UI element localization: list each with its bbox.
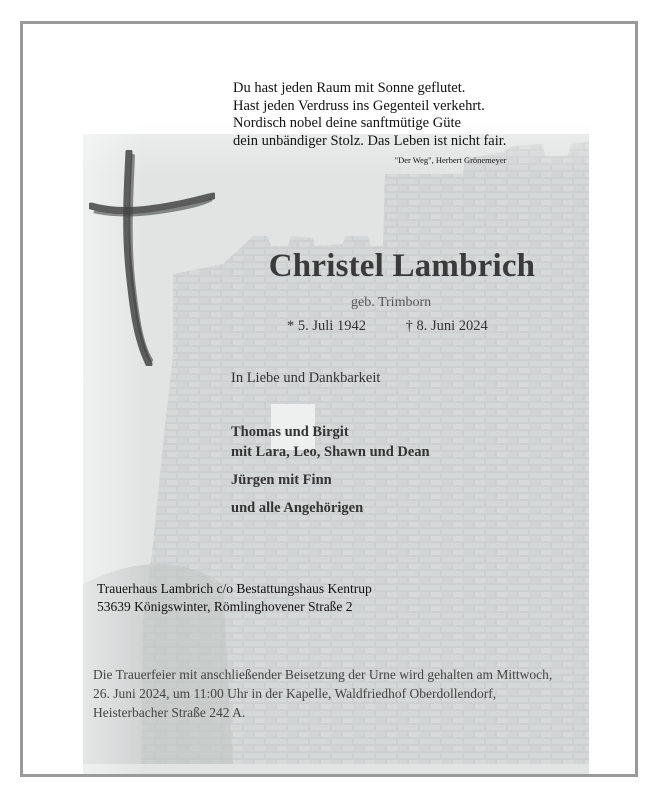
mourner-line: Jürgen mit Finn bbox=[231, 472, 332, 488]
poem-quote bbox=[233, 80, 506, 170]
mourner-line: Thomas und Birgit bbox=[231, 424, 349, 440]
address-line: Trauerhaus Lambrich c/o Bestattungshaus Kentrup bbox=[97, 581, 372, 596]
maiden-name: geb. Trimborn bbox=[351, 295, 432, 310]
quote-line: Nordisch nobel deine sanftmütige Güte bbox=[233, 115, 461, 131]
quote-line: Hast jeden Verdruss ins Gegenteil verkehrt. bbox=[233, 97, 485, 114]
deceased-name: Christel Lambrich bbox=[268, 248, 536, 284]
mourners-list bbox=[231, 422, 430, 518]
gratitude-line: In Liebe und Dankbarkeit bbox=[231, 370, 381, 386]
quote-line: dein unbändiger Stolz. Das Leben ist nicht fair. bbox=[233, 132, 507, 149]
mourner-line: und alle Angehörigen bbox=[231, 500, 364, 516]
service-line: Heisterbacher Straße 242 A. bbox=[93, 705, 246, 720]
quote-source: "Der Weg", Herbert Grönemeyer bbox=[394, 155, 507, 165]
death-date: † 8. Juni 2024 bbox=[405, 318, 488, 334]
birth-date: * 5. Juli 1942 bbox=[287, 318, 366, 334]
mourning-address bbox=[97, 580, 372, 616]
service-line: 26. Juni 2024, um 11:00 Uhr in der Kapelle, Waldfriedhof Oberdollendorf, bbox=[93, 686, 497, 701]
funeral-service-info bbox=[93, 665, 623, 722]
obituary-frame bbox=[20, 21, 638, 777]
life-dates bbox=[287, 318, 488, 335]
mourner-line: mit Lara, Leo, Shawn und Dean bbox=[231, 444, 430, 460]
service-line: Die Trauerfeier mit anschließender Beisetzung der Urne wird gehalten am Mittwoch, bbox=[93, 667, 553, 682]
address-line: 53639 Königswinter, Römlinghovener Straße 2 bbox=[97, 599, 353, 614]
quote-line: Du hast jeden Raum mit Sonne geflutet. bbox=[233, 80, 466, 96]
